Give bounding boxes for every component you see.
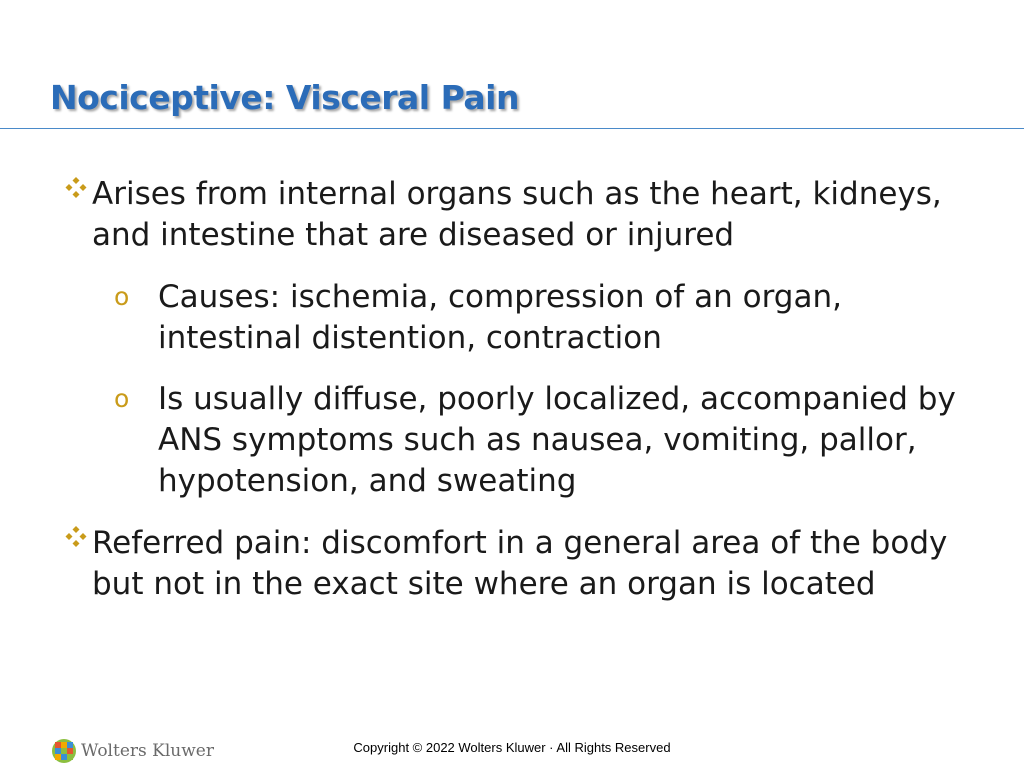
slide-title: Nociceptive: Visceral Pain [50,78,519,117]
bullet-line: ANS symptoms such as nausea, vomiting, pallor, [158,422,917,458]
bullet-line: Arises from internal organs such as the heart, kidneys, [92,176,942,212]
bullet-line: intestinal distention, contraction [158,320,662,356]
copyright-notice: Copyright © 2022 Wolters Kluwer · All Rights Reserved [353,740,671,755]
diamond-bullet-icon [64,176,88,200]
bullet-line: hypotension, and sweating [158,463,577,499]
bullet-line: Referred pain: discomfort in a general area of the body [92,525,948,561]
bullet-item [92,174,992,256]
logo-text: Wolters Kluwer [81,741,214,761]
bullet-line: Is usually diffuse, poorly localized, accompanied by [158,381,956,417]
diamond-bullet-icon [64,525,88,549]
title-divider [0,128,1024,129]
bullet-line: Causes: ischemia, compression of an organ, [158,279,842,315]
bullet-line: and intestine that are diseased or injured [92,217,735,253]
sub-bullet-item [158,379,998,502]
sub-bullet-marker: o [114,384,130,413]
bullet-line: but not in the exact site where an organ is located [92,566,876,602]
sub-bullet-item [158,277,998,359]
sub-bullet-marker: o [114,282,130,311]
bullet-item [92,523,992,605]
